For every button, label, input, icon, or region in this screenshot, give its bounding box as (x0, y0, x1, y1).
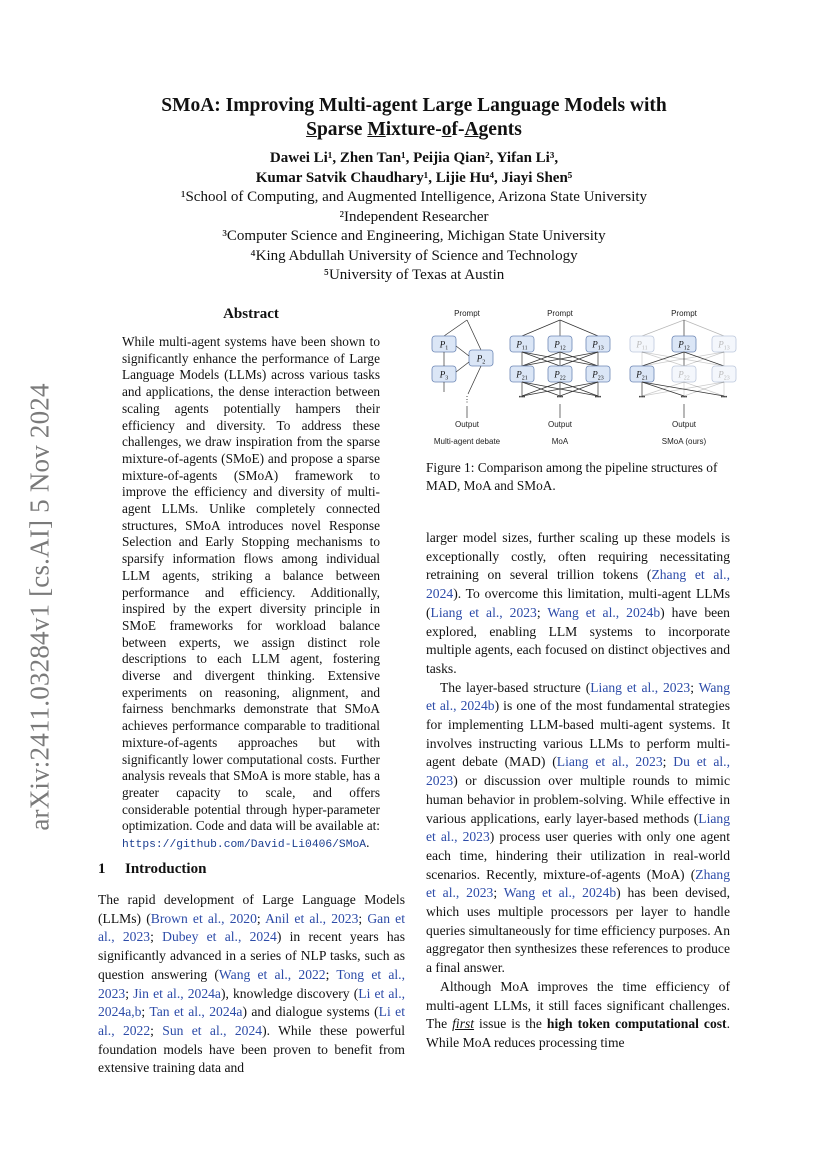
emphasis-text: first (452, 1016, 475, 1032)
abstract-heading: Abstract (223, 306, 279, 322)
output-label: Output (671, 420, 697, 429)
agent-label: $P_1$ (439, 339, 449, 352)
panel-label: MoA (551, 437, 569, 446)
paragraph: The layer-based structure (Liang et al., 2023; Wang et al., 2024b) is one of the most fundamental strategies for implementing LLM-based multi-agent systems. It involves instructing various LLMs to perform multi-agent debate (MAD) (Liang et al., 2023; Du et al., 2023) or discussion over multiple rounds to mimic human behavior in problem-solving. While effective in various applications, early layer-based methods (Liang et al., 2023) process user queries with only one agent each time, hindering their utilization in real-world scenarios. Recently, mixture-of-agents (MoA) (Zhang et al., 2023; Wang et al., 2024b) has been devised, which uses multiple processors per layer to handle queries simultaneously for time efficiency purposes. An aggregator then synthesizes these references to produce a final answer. (426, 679, 731, 976)
pipeline-figure (424, 302, 738, 452)
citation-link[interactable]: Zhang et al., 2024 (426, 567, 730, 602)
ellipsis: ••• (556, 395, 564, 401)
abstract-text: While multi-agent systems have been shown to significantly enhance the performance of Large Language Models (LLMs) across various tasks and applications, the dense interaction between scaling agents potentially hampers their efficiency and diversity. To address these challenges, we draw inspiration from the sparse mixture-of-agents (SMoE) and propose a sparse mixture-of-agents (SMoA) framework to improve the efficiency and diversity of multi-agent LLMs. Unlike completely connected structures, SMoA introduces novel Response Selection and Early Stopping mechanisms to sparsify information flows among individual LLM agents, striking a balance between performance and efficiency. Additionally, inspired by the expert diversity principle in SMoE frameworks for workload balance between experts, we assign distinct role descriptions to each LLM agent, fostering diverse and divergent thinking. Extensive experiments on reasoning, alignment, and fairness benchmarks demonstrate that SMoA achieves performance comparable to traditional mixture-of-agents approaches but with significantly lower computational costs. Further analysis reveals that SMoA is more stable, has a greater capacity to scale, and offers considerable potential through hyper-parameter optimization. Code and data will be available at: (122, 334, 380, 834)
panel-label: SMoA (ours) (661, 437, 707, 446)
citation-link[interactable]: Liang et al., 2023 (590, 679, 691, 695)
affiliation-list (98, 188, 730, 286)
output-label: Output (547, 420, 573, 429)
agent-label: $P_{22}$ (678, 369, 690, 382)
affiliation: ³Computer Science and Engineering, Michigan State University (222, 228, 606, 245)
agent-label: $P_{21}$ (516, 369, 528, 382)
citation-link[interactable]: Liang et al., 2023 (430, 604, 537, 620)
connector-line (456, 362, 469, 372)
connector-line (468, 366, 481, 394)
section-number: 1 (98, 861, 106, 877)
agent-label: $P_3$ (439, 369, 449, 382)
arxiv-sidebar (20, 372, 60, 842)
agent-label: $P_{11}$ (516, 339, 528, 352)
agent-label: $P_{13}$ (592, 339, 604, 352)
prompt-label: Prompt (671, 309, 697, 318)
prompt-label: Prompt (454, 309, 480, 318)
authors-line-1: Dawei Li¹, Zhen Tan¹, Peijia Qian², Yifan Li³, (269, 150, 559, 166)
citation-link[interactable]: Wang et al., 2024b (503, 885, 617, 901)
citation-link[interactable]: Wang et al., 2024b (547, 604, 661, 620)
bold-text: high token computational cost (546, 1016, 727, 1032)
section-title: Introduction (125, 861, 207, 877)
connector-line (684, 320, 724, 336)
agent-label: $P_{13}$ (718, 339, 730, 352)
agent-label: $P_{12}$ (678, 339, 690, 352)
author-list (98, 148, 730, 188)
ellipsis: ••• (594, 395, 602, 401)
ellipsis: ••• (720, 395, 728, 401)
agent-label: $P_{11}$ (636, 339, 648, 352)
prompt-label: Prompt (547, 309, 573, 318)
paper-title (98, 94, 730, 142)
citation-link[interactable]: Sun et al., 2024 (162, 1022, 263, 1038)
connector-line (467, 320, 481, 350)
agent-label: $P_{21}$ (636, 369, 648, 382)
ellipsis: ••• (680, 395, 688, 401)
connector-line (642, 320, 684, 336)
citation-link[interactable]: Tan et al., 2024a (149, 1004, 243, 1020)
section-heading (98, 861, 206, 878)
right-column (426, 529, 730, 1053)
title-line-1: SMoA: Improving Multi-agent Large Language Models with (161, 95, 667, 116)
affiliation: ²Independent Researcher (339, 208, 489, 225)
abstract-body: While multi-agent systems have been shown to significantly enhance the performance of Large Language Models (LLMs) across various tasks and applications, the dense interaction between scaling agents potentially hampers their efficiency and diversity. To address these challenges, we draw inspiration from the sparse mixture-of-agents (SMoE) and propose a sparse mixture-of-agents (SMoA) framework to improve the efficiency and diversity of multi-agent LLMs. Unlike completely connected structures, SMoA introduces novel Response Selection and Early Stopping mechanisms to sparsify information flows among individual LLM agents, striking a balance between performance and efficiency. Additionally, inspired by the expert diversity principle in SMoE frameworks for workload balance between experts, we assign distinct role descriptions to each LLM agent, fostering diverse and divergent thinking. Extensive experiments on reasoning, alignment, and fairness benchmarks demonstrate that SMoA achieves performance comparable to traditional mixture-of-agents approaches but with significantly lower computational costs. Further analysis reveals that SMoA is more stable, has a greater capacity to scale, and offers considerable potential through hyper-parameter optimization. Code and data will be available at: https://github.com/David-Li0406/SMoA. (122, 334, 380, 852)
citation-link[interactable]: Du et al., 2023 (426, 754, 730, 789)
affiliation: ⁴King Abdullah University of Science and Technology (250, 247, 578, 264)
arxiv-id: arXiv:2411.03284v1 [cs.AI] 5 Nov 2024 (24, 383, 55, 831)
ellipsis: ••• (518, 395, 526, 401)
agent-label: $P_{22}$ (554, 369, 566, 382)
panel-label: Multi-agent debate (433, 437, 501, 446)
paragraph: Although MoA improves the time efficiency of multi-agent LLMs, it still faces significant challenges. The first issue is the high token computational cost. While MoA reduces processing time (426, 978, 730, 1050)
agent-label: $P_2$ (476, 353, 486, 366)
citation-link[interactable]: Liang et al., 2023 (426, 810, 730, 845)
citation-link[interactable]: Li et al., 2022 (98, 1004, 405, 1038)
citation-link[interactable]: Tong et al., 2023 (98, 966, 405, 1001)
agent-label: $P_{12}$ (554, 339, 566, 352)
citation-link[interactable]: Wang et al., 2022 (218, 966, 326, 982)
figure-caption: Figure 1: Comparison among the pipeline structures of MAD, MoA and SMoA. (426, 460, 718, 493)
intro-paragraph (98, 891, 405, 1078)
agent-label: $P_{23}$ (592, 369, 604, 382)
citation-link[interactable]: Zhang et al., 2023 (426, 866, 730, 901)
citation-link[interactable]: Anil et al., 2023 (265, 910, 359, 926)
vertical-ellipsis: ⋮ (463, 395, 471, 404)
affiliation: ⁵University of Texas at Austin (323, 267, 505, 284)
citation-link[interactable]: Liang et al., 2023 (556, 754, 663, 770)
citation-link[interactable]: Jin et al., 2024a (133, 985, 221, 1001)
connector-line (444, 320, 467, 336)
citation-link[interactable]: Gan et al., 2023 (98, 910, 405, 945)
connector-line (560, 320, 598, 336)
ellipsis: ••• (638, 395, 646, 401)
connector-line (522, 320, 560, 336)
connector-line (456, 346, 469, 356)
output-label: Output (454, 420, 480, 429)
citation-link[interactable]: Wang et al., 2024b (426, 679, 730, 714)
authors-line-2: Kumar Satvik Chaudhary¹, Lijie Hu⁴, Jiayi Shen⁵ (255, 170, 573, 186)
affiliation: ¹School of Computing, and Augmented Intelligence, Arizona State University (180, 189, 648, 205)
citation-link[interactable]: Dubey et al., 2024 (162, 929, 277, 945)
paragraph: larger model sizes, further scaling up these models is exceptionally costly, often requiring necessitating retraining on several trillion tokens (Zhang et al., 2024). To overcome this limitation, multi-agent LLMs (Liang et al., 2023; Wang et al., 2024b) have been explored, enabling LLM systems to incorporate multiple agents, each focused on distinct objectives and tasks. (426, 530, 730, 676)
paragraph: The rapid development of Large Language Models (LLMs) (Brown et al., 2020; Anil et al., 2023; Gan et al., 2023; Dubey et al., 2024) in recent years has significantly advanced in a series of NLP tasks, such as question answering (Wang et al., 2022; Tong et al., 2023; Jin et al., 2024a), knowledge discovery (Li et al., 2024a,b; Tan et al., 2024a) and dialogue systems (Li et al., 2022; Sun et al., 2024). While these powerful foundation models have been proven to benefit from extensive training data and (98, 892, 406, 1076)
citation-link[interactable]: Brown et al., 2020 (150, 910, 257, 926)
title-line-2: Sparse Mixture-of-Agents (306, 119, 522, 140)
citation-link[interactable]: Li et al., 2024a,b (98, 985, 405, 1020)
code-link[interactable]: https://github.com/David-Li0406/SMoA (122, 839, 367, 852)
agent-label: $P_{23}$ (718, 369, 730, 382)
